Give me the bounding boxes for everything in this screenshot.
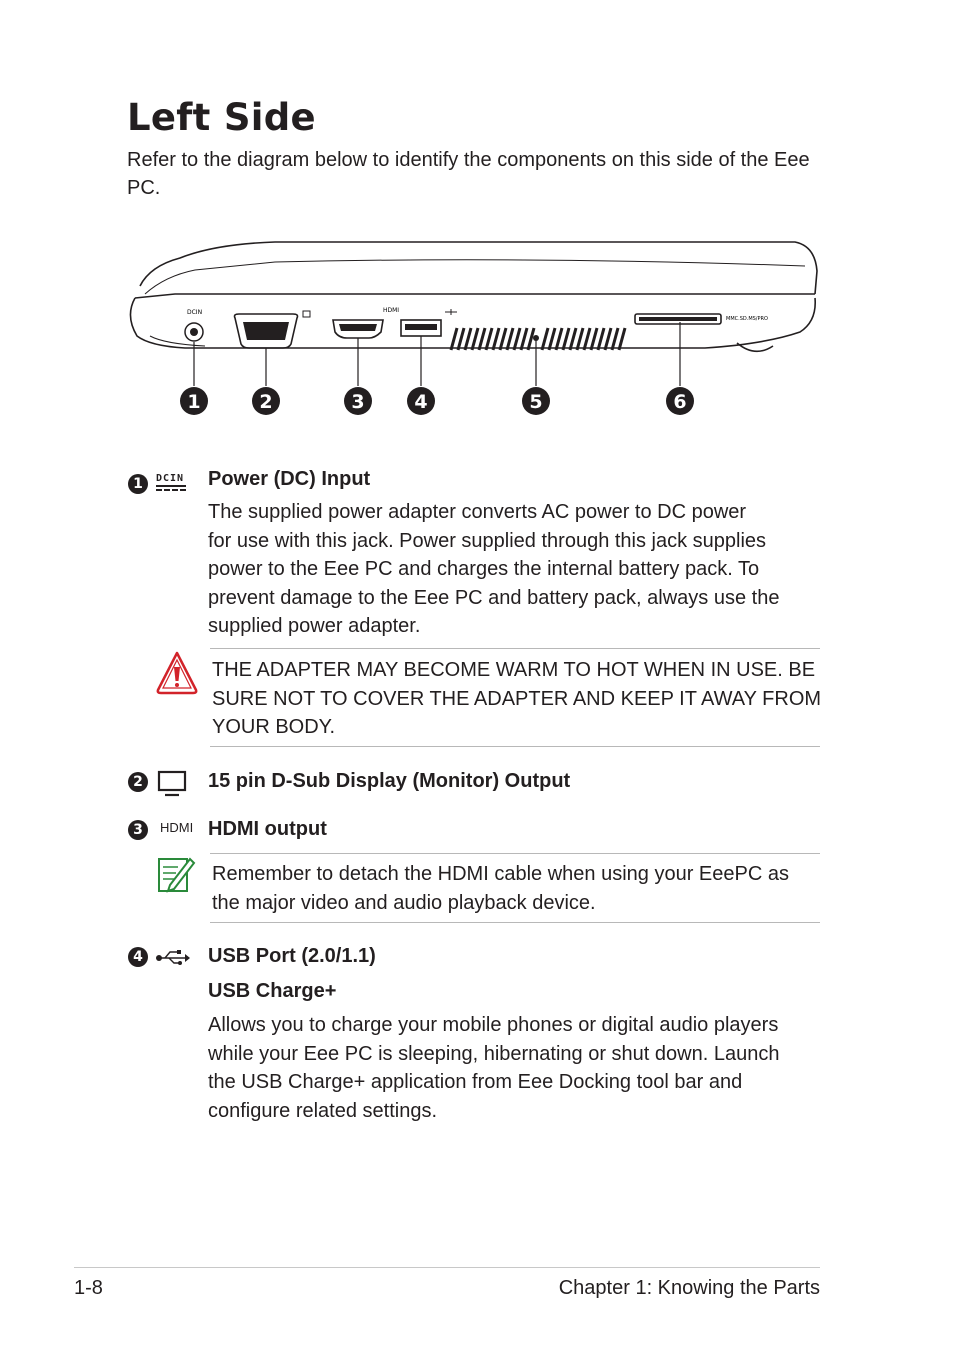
item-4-body: Allows you to charge your mobile phones or digital audio players while your Eee PC is sleeping, hibernating or shut down. Launch the USB Charge+ application from Eee Docking tool bar and configure related settings. xyxy=(208,1014,780,1122)
note-bottom-rule xyxy=(210,922,820,923)
laptop-left-side-diagram xyxy=(125,236,825,426)
card-reader-label: MMC.SD.MS/PRO xyxy=(726,316,768,322)
note-text: Remember to detach the HDMI cable when using your EeePC as the major video and audio playback device. xyxy=(212,863,789,914)
item-4-title: USB Port (2.0/1.1) xyxy=(208,945,376,967)
caution-top-rule xyxy=(210,648,820,649)
item-number-1: 1 xyxy=(128,474,148,494)
item-number-2: 2 xyxy=(128,772,148,792)
note-top-rule xyxy=(210,853,820,854)
note-pencil-icon xyxy=(156,853,196,895)
intro-text: Refer to the diagram below to identify the components on this side of the Eee PC. xyxy=(127,149,810,199)
usb-icon xyxy=(155,948,191,968)
svg-text:6: 6 xyxy=(673,391,687,413)
item-4-subtitle: USB Charge+ xyxy=(208,980,337,1002)
dcin-icon: DCIN xyxy=(156,473,186,491)
page-title: Left Side xyxy=(127,96,316,139)
item-3-title: HDMI output xyxy=(208,818,327,840)
item-1-body: The supplied power adapter converts AC power to DC power for use with this jack. Power supplied through this jack supplies power to the Eee PC and charges the internal battery pack. To prevent damage to the Eee PC and battery pack, always use the supplied power adapter. xyxy=(208,501,780,637)
svg-text:5: 5 xyxy=(529,391,543,413)
caution-bottom-rule xyxy=(210,746,820,747)
chapter-title: Chapter 1: Knowing the Parts xyxy=(558,1277,820,1299)
caution-text: THE ADAPTER MAY BECOME WARM TO HOT WHEN IN USE. BE SURE NOT TO COVER THE ADAPTER AND KEEP IT AWAY FROM YOUR BODY. xyxy=(212,659,822,738)
dcin-port-label: DCIN xyxy=(187,309,203,316)
hdmi-icon-label: HDMI xyxy=(160,820,194,835)
item-number-4: 4 xyxy=(128,947,148,967)
page-number: 1-8 xyxy=(74,1277,103,1299)
svg-text:2: 2 xyxy=(259,391,273,413)
item-number-3: 3 xyxy=(128,820,148,840)
footer-rule xyxy=(74,1267,820,1268)
svg-text:3: 3 xyxy=(351,391,365,413)
hdmi-port-label: HDMI xyxy=(383,307,400,314)
svg-text:1: 1 xyxy=(187,391,201,413)
item-2-title: 15 pin D-Sub Display (Monitor) Output xyxy=(208,770,571,792)
monitor-icon xyxy=(157,770,187,798)
svg-text:4: 4 xyxy=(414,391,428,413)
warning-icon xyxy=(155,650,199,696)
item-1-title: Power (DC) Input xyxy=(208,468,371,490)
